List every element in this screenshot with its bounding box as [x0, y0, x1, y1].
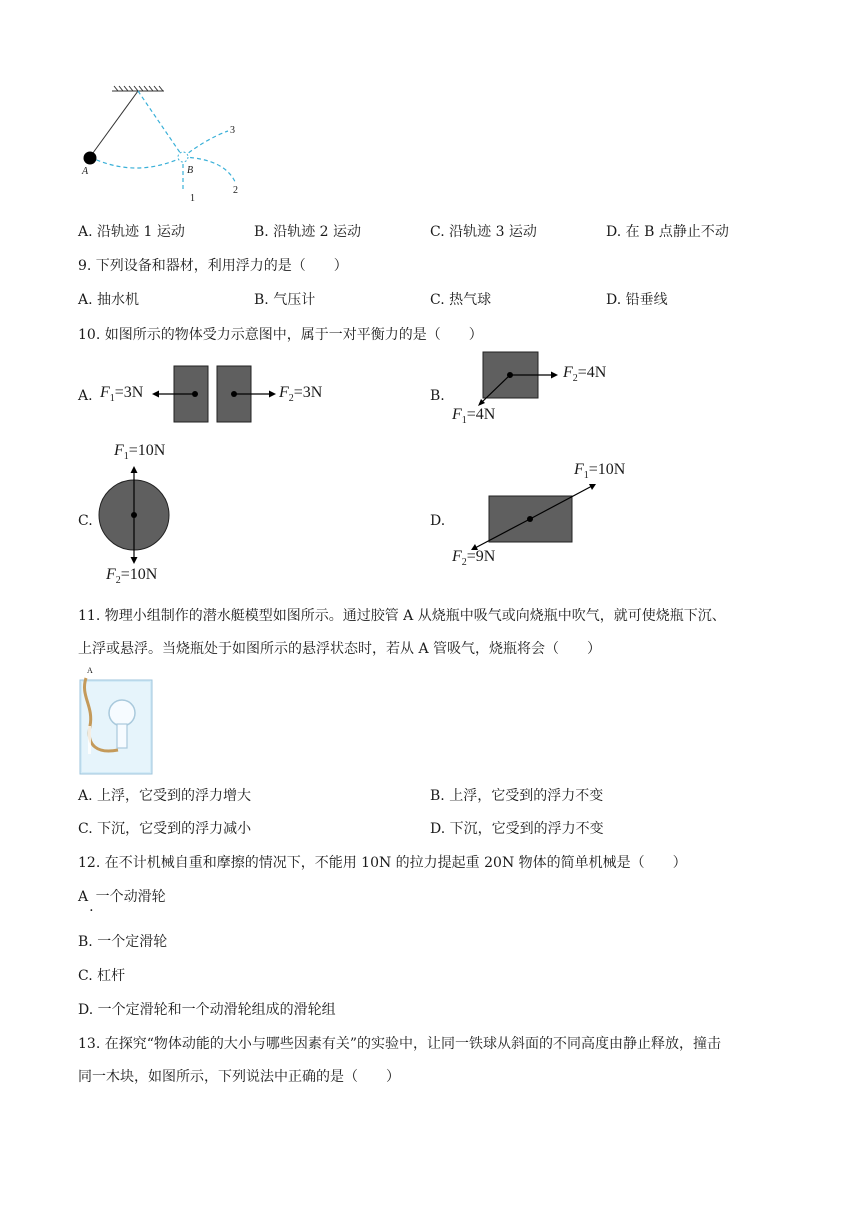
- submarine-model-figure: [78, 666, 154, 776]
- q8-option-c[interactable]: C. 沿轨迹 3 运动: [430, 224, 537, 240]
- q11-option-d[interactable]: D. 下沉，它受到的浮力不变: [430, 821, 604, 837]
- force-f2-label: $F_2=4N$: [563, 364, 607, 385]
- q12-option-a-text: 一个动滑轮: [95, 889, 166, 905]
- q12-option-b[interactable]: B. 一个定滑轮: [78, 934, 168, 950]
- pendulum-figure: [76, 84, 256, 209]
- q10-figure-a: [96, 364, 336, 428]
- point-b-label: B: [187, 165, 194, 176]
- q10-stem: 10. 如图所示的物体受力示意图中，属于一对平衡力的是（ ）: [78, 327, 483, 343]
- force-f2-label: $F_2=10N$: [106, 566, 158, 587]
- q10-figure-d: [448, 456, 648, 576]
- point-a-label: A: [82, 166, 89, 177]
- q10-figure-b: [448, 348, 648, 432]
- force-f1-label: $F_1=10N$: [574, 461, 626, 482]
- q13-stem-line1: 13. 在探究“物体动能的大小与哪些因素有关”的实验中，让同一铁球从斜面的不同高度由静止释放，撞击: [78, 1036, 722, 1052]
- q10-option-c-letter[interactable]: C.: [78, 513, 93, 529]
- q10-option-b-letter[interactable]: B.: [430, 388, 445, 404]
- q9-stem: 9. 下列设备和器材，利用浮力的是（ ）: [78, 258, 348, 274]
- tube-a-label: A: [87, 666, 93, 675]
- q8-option-a[interactable]: A. 沿轨迹 1 运动: [78, 224, 185, 240]
- force-f1-label: $F_1=10N$: [114, 442, 166, 463]
- q11-option-a[interactable]: A. 上浮，它受到的浮力增大: [78, 788, 252, 804]
- q11-option-c[interactable]: C. 下沉，它受到的浮力减小: [78, 821, 252, 837]
- q12-option-c[interactable]: C. 杠杆: [78, 968, 126, 984]
- q9-option-a[interactable]: A. 抽水机: [78, 292, 140, 308]
- trajectory-3-label: 3: [230, 125, 235, 136]
- q9-option-b[interactable]: B. 气压计: [254, 292, 316, 308]
- q11-option-b[interactable]: B. 上浮，它受到的浮力不变: [430, 788, 604, 804]
- q10-figure-c: [96, 440, 206, 590]
- q12-option-a-dot: .: [89, 899, 94, 915]
- q11-stem-line2: 上浮或悬浮。当烧瓶处于如图所示的悬浮状态时，若从 A 管吸气，烧瓶将会（ ）: [78, 641, 602, 657]
- trajectory-1-label: 1: [190, 193, 195, 204]
- q10-option-d-letter[interactable]: D.: [430, 513, 446, 529]
- q13-stem-line2: 同一木块，如图所示，下列说法中正确的是（ ）: [78, 1069, 400, 1085]
- force-f1-label: $F_1=4N$: [452, 406, 496, 427]
- force-f2-label: $F_2=3N$: [279, 384, 323, 405]
- force-f2-label: $F_2=9N$: [452, 548, 496, 569]
- q10-option-a-letter[interactable]: A.: [78, 388, 93, 404]
- q9-option-c[interactable]: C. 热气球: [430, 292, 492, 308]
- q8-option-b[interactable]: B. 沿轨迹 2 运动: [254, 224, 361, 240]
- q12-option-a-letter: A: [78, 889, 89, 905]
- q9-option-d[interactable]: D. 铅垂线: [606, 292, 668, 308]
- q12-option-a[interactable]: [78, 887, 166, 915]
- trajectory-2-label: 2: [233, 185, 238, 196]
- q12-stem: 12. 在不计机械自重和摩擦的情况下，不能用 10N 的拉力提起重 20N 物体的简单机械是（ ）: [78, 855, 687, 871]
- q8-option-d[interactable]: D. 在 B 点静止不动: [606, 224, 729, 240]
- q11-stem-line1: 11. 物理小组制作的潜水艇模型如图所示。通过胶管 A 从烧瓶中吸气或向烧瓶中吹气，就可使烧瓶下沉、: [78, 608, 726, 624]
- force-f1-label: $F_1=3N$: [100, 384, 144, 405]
- q12-option-d[interactable]: D. 一个定滑轮和一个动滑轮组成的滑轮组: [78, 1002, 336, 1018]
